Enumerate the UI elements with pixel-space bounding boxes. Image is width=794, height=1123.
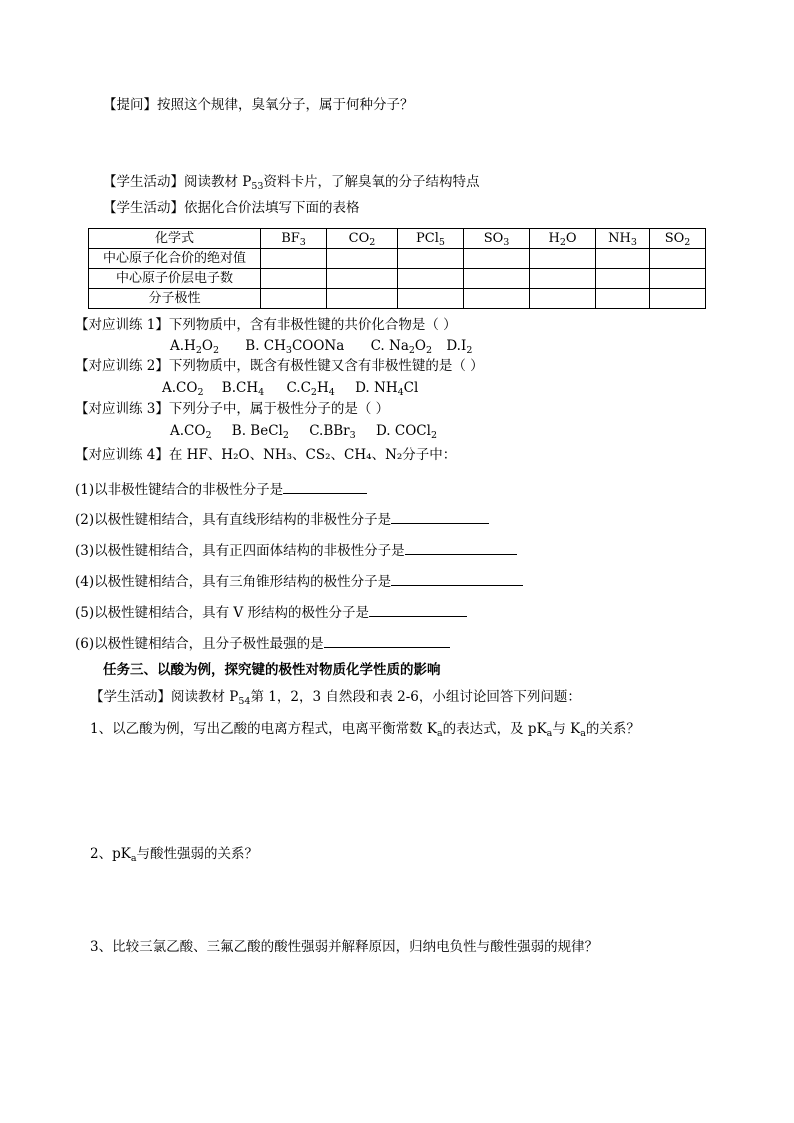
subquestion-5	[75, 603, 467, 622]
option-a[interactable]: $A.CO_2$	[162, 380, 204, 398]
row-label: 中心原子价层电子数	[89, 269, 261, 289]
training-2-options	[162, 379, 440, 397]
formula-pcl5: PCl$_5$	[398, 229, 464, 249]
table-cell[interactable]	[398, 269, 464, 289]
ka-subscript: a	[580, 728, 586, 739]
table-cell[interactable]	[596, 269, 650, 289]
training-2-stem: 【对应训练 2】下列物质中，既含有极性键又含有非极性键的是（ ）	[75, 358, 484, 374]
subquestion-text: (4)以极性键相结合，具有三角锥形结构的极性分子是	[75, 574, 392, 590]
table-row	[89, 229, 706, 249]
option-c[interactable]: $C.C_2H_4$	[286, 380, 335, 398]
valence-table	[88, 228, 706, 309]
table-cell[interactable]	[327, 269, 398, 289]
table-cell[interactable]	[596, 289, 650, 309]
option-c[interactable]: C. $Na_2O_2$	[370, 338, 433, 356]
page-subscript: 54	[238, 696, 251, 707]
table-cell[interactable]	[530, 289, 596, 309]
training-1-options	[170, 337, 494, 355]
table-cell[interactable]	[464, 249, 530, 269]
question-text: 1、以乙酸为例，写出乙酸的电离方程式，电离平衡常数 K	[90, 721, 437, 737]
table-header-label: 化学式	[89, 229, 261, 249]
table-cell[interactable]	[464, 269, 530, 289]
answer-blank[interactable]	[283, 480, 367, 494]
table-cell[interactable]	[261, 249, 327, 269]
training-4-stem: 【对应训练 4】在 HF、H₂O、NH₃、CS₂、CH₄、N₂分子中：	[75, 447, 457, 463]
formula-bf3: $BF_3$	[261, 229, 327, 249]
option-a[interactable]: $A.CO_2$	[170, 423, 212, 441]
question-text: 的关系？	[585, 721, 640, 737]
table-cell[interactable]	[261, 289, 327, 309]
table-cell[interactable]	[530, 269, 596, 289]
question-2	[90, 845, 258, 863]
student-activity-table: 【学生活动】依据化合价法填写下面的表格	[103, 200, 360, 216]
subquestion-1	[75, 480, 367, 499]
subquestion-text: (2)以极性键相结合，具有直线形结构的非极性分子是	[75, 512, 392, 528]
row-label: 分子极性	[89, 289, 261, 309]
task-3-heading: 任务三、以酸为例，探究键的极性对物质化学性质的影响	[103, 662, 441, 678]
subquestion-text: (6)以极性键相结合，且分子极性最强的是	[75, 636, 324, 652]
ka-subscript: a	[130, 853, 137, 864]
answer-blank[interactable]	[324, 634, 450, 648]
option-a[interactable]: $A.H_2O_2$	[170, 338, 219, 356]
answer-blank[interactable]	[405, 541, 517, 555]
subquestion-4	[75, 572, 523, 591]
activity-text: 【学生活动】阅读教材 P	[90, 689, 239, 705]
table-cell[interactable]	[398, 249, 464, 269]
option-d[interactable]: $D.I_2$	[446, 338, 473, 356]
activity-text: 第 1，2，3 自然段和表 2-6，小组讨论回答下列问题：	[250, 689, 581, 705]
question-text: 2、pK	[90, 846, 131, 862]
question-text: 与酸性强弱的关系？	[136, 846, 258, 862]
option-d[interactable]: D. $NH_4Cl$	[355, 380, 419, 398]
table-cell[interactable]	[650, 289, 706, 309]
table-cell[interactable]	[261, 269, 327, 289]
formula-nh3: $NH_3$	[596, 229, 650, 249]
table-cell[interactable]	[464, 289, 530, 309]
subquestion-3	[75, 541, 517, 560]
option-b[interactable]: B. BeCl$_2$	[231, 423, 289, 441]
question-prompt: 【提问】按照这个规律，臭氧分子，属于何种分子？	[103, 97, 414, 113]
activity-text: 资料卡片，了解臭氧的分子结构特点	[263, 174, 480, 190]
option-b[interactable]: $B.CH_4$	[221, 380, 265, 398]
question-text: 与 K	[552, 721, 581, 737]
question-1	[90, 720, 640, 738]
subquestion-text: (5)以极性键相结合，具有 V 形结构的极性分子是	[75, 605, 369, 621]
table-cell[interactable]	[398, 289, 464, 309]
table-cell[interactable]	[596, 249, 650, 269]
answer-blank[interactable]	[391, 572, 523, 586]
answer-blank[interactable]	[369, 603, 467, 617]
subquestion-2	[75, 510, 489, 529]
table-cell[interactable]	[650, 269, 706, 289]
page-subscript: 53	[251, 181, 264, 192]
student-activity-reading	[103, 173, 479, 191]
table-cell[interactable]	[650, 249, 706, 269]
question-3: 3、比较三氯乙酸、三氟乙酸的酸性强弱并解释原因，归纳电负性与酸性强弱的规律？	[90, 939, 599, 955]
option-b[interactable]: B. $CH_3COONa$	[245, 338, 345, 356]
question-text: 的表达式，及 pK	[442, 721, 547, 737]
row-label: 中心原子化合价的绝对值	[89, 249, 261, 269]
table-cell[interactable]	[327, 249, 398, 269]
activity-text: 【学生活动】阅读教材 P	[103, 174, 252, 190]
formula-h2o: $H_2O$	[530, 229, 596, 249]
training-3-stem: 【对应训练 3】下列分子中，属于极性分子的是（ ）	[75, 401, 390, 417]
formula-co2: $CO_2$	[327, 229, 398, 249]
formula-so3: $SO_3$	[464, 229, 530, 249]
answer-blank[interactable]	[391, 510, 489, 524]
subquestion-text: (3)以极性键相结合，具有正四面体结构的非极性分子是	[75, 543, 405, 559]
formula-so2: $SO_2$	[650, 229, 706, 249]
option-d[interactable]: D. COCl$_2$	[375, 423, 437, 441]
option-c[interactable]: C.BBr$_3$	[309, 423, 356, 441]
training-1-stem: 【对应训练 1】下列物质中，含有非极性键的共价化合物是（ ）	[75, 317, 457, 333]
table-cell[interactable]	[327, 289, 398, 309]
table-row	[89, 289, 706, 309]
table-row	[89, 269, 706, 289]
subquestion-6	[75, 634, 450, 653]
ka-subscript: a	[546, 728, 553, 739]
table-row	[89, 249, 706, 269]
student-activity-discussion	[90, 688, 581, 706]
table-cell[interactable]	[530, 249, 596, 269]
ka-subscript: a	[436, 728, 443, 739]
subquestion-text: (1)以非极性键结合的非极性分子是	[75, 482, 284, 498]
training-3-options	[170, 422, 459, 440]
